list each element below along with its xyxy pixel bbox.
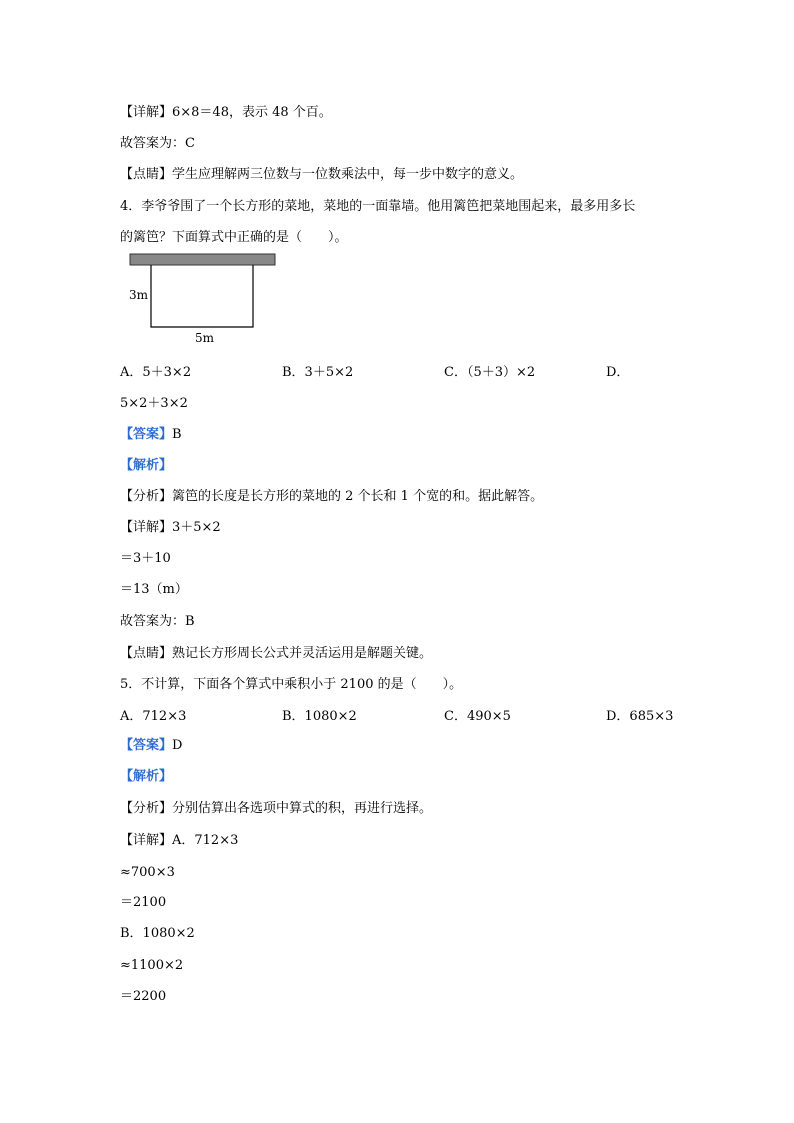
q5-option-c: C．490×5 xyxy=(444,709,511,724)
side-label: 3m xyxy=(129,288,149,302)
q4-answer-statement: 故答案为：B xyxy=(120,614,195,629)
answer-value: B xyxy=(172,427,182,442)
bottom-label: 5m xyxy=(195,331,215,345)
q3-comment: 【点睛】学生应理解两三位数与一位数乘法中，每一步中数字的意义。 xyxy=(120,167,524,182)
q3-detail: 【详解】6×8＝48，表示 48 个百。 xyxy=(120,105,332,120)
q4-comment: 【点睛】熟记长方形周长公式并灵活运用是解题关键。 xyxy=(120,646,433,661)
q5-detail-1: 【详解】A．712×3 xyxy=(120,833,239,848)
q4-detail-1: 【详解】3＋5×2 xyxy=(120,520,221,535)
answer-value: D xyxy=(172,738,183,753)
q3-answer-statement: 故答案为：C xyxy=(120,136,195,151)
q4-option-a: A．5＋3×2 xyxy=(120,365,192,380)
q4-figure xyxy=(125,250,305,350)
q5-detail-5: ≈1100×2 xyxy=(120,958,184,973)
q5-detail-3: ＝2100 xyxy=(120,895,167,910)
q5-answer xyxy=(120,737,182,755)
q4-answer xyxy=(120,426,182,444)
q4-stem-line1: 4．李爷爷围了一个长方形的菜地，菜地的一面靠墙。他用篱笆把菜地围起来，最多用多长 xyxy=(120,199,636,214)
q5-detail-6: ＝2200 xyxy=(120,989,167,1004)
q4-option-c: C．（5＋3）×2 xyxy=(444,365,536,380)
q5-stem: 5．不计算，下面各个算式中乘积小于 2100 的是（ ）。 xyxy=(120,677,463,692)
q4-stem-line2: 的篱笆？下面算式中正确的是（ ）。 xyxy=(120,230,348,245)
q4-detail-2: ＝3＋10 xyxy=(120,551,171,566)
q4-option-d: D． xyxy=(606,365,630,380)
wall xyxy=(130,254,275,265)
q5-option-d: D．685×3 xyxy=(606,709,674,724)
q5-detail-2: ≈700×3 xyxy=(120,865,175,880)
q5-detail-4: B．1080×2 xyxy=(120,926,195,941)
q5-option-b: B．1080×2 xyxy=(282,709,357,724)
q4-option-d-text: 5×2＋3×2 xyxy=(120,396,188,411)
garden-rectangle xyxy=(151,265,253,327)
answer-tag: 【答案】 xyxy=(120,738,173,753)
q5-option-a: A．712×3 xyxy=(120,709,187,724)
q4-analysis: 【分析】篱笆的长度是长方形的菜地的 2 个长和 1 个宽的和。据此解答。 xyxy=(120,489,544,504)
answer-tag: 【答案】 xyxy=(120,427,173,442)
q5-analysis: 【分析】分别估算出各选项中算式的积，再进行选择。 xyxy=(120,801,433,816)
q4-option-b: B．3＋5×2 xyxy=(282,365,354,380)
q4-analysis-tag: 【解析】 xyxy=(120,458,173,473)
q4-detail-3: ＝13（m） xyxy=(120,582,188,597)
q5-analysis-tag: 【解析】 xyxy=(120,769,173,784)
